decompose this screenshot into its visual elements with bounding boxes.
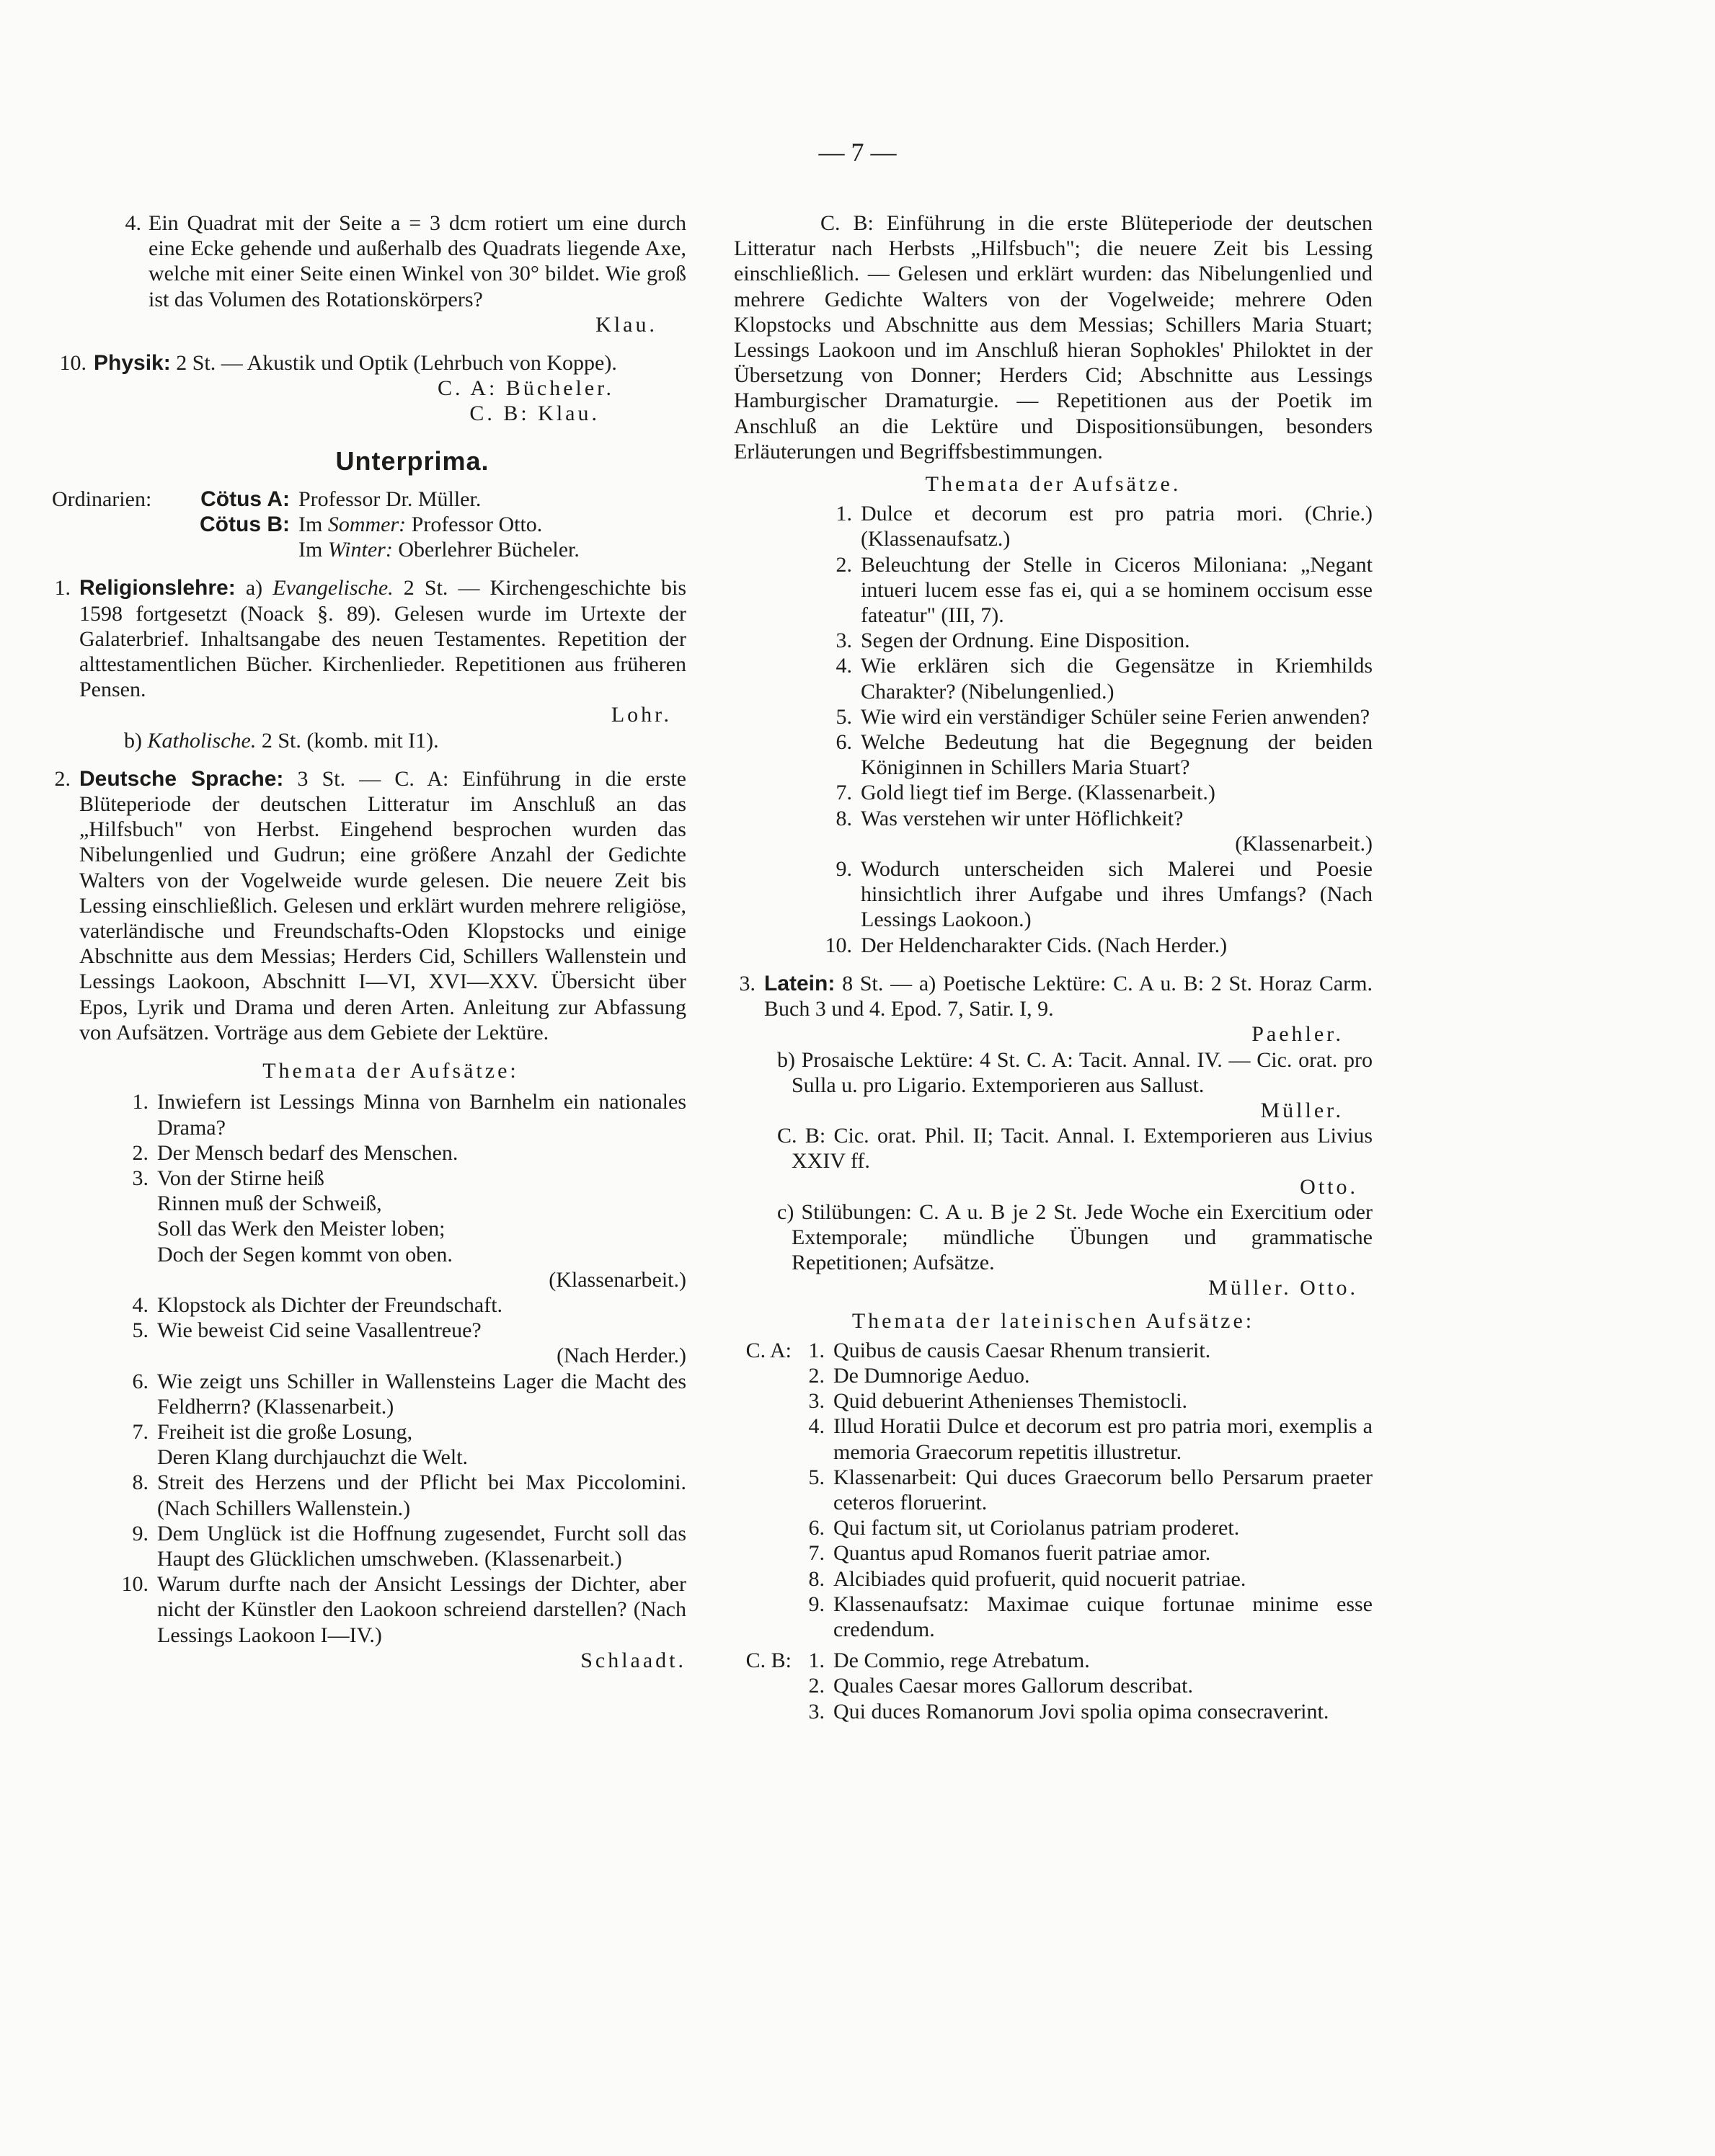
item-number: 2.	[808, 1363, 825, 1388]
item-line: Wie beweist Cid seine Vasallentreue?	[157, 1318, 482, 1343]
item-text: Was verstehen wir unter Höflichkeit?	[861, 806, 1184, 830]
item-text: Quales Caesar mores Gallorum describat.	[833, 1674, 1193, 1698]
list-item	[117, 1089, 686, 1140]
teacher-name: Müller. Otto.	[1208, 1276, 1358, 1300]
cb-list	[803, 1648, 1373, 1724]
physik-section	[52, 350, 686, 376]
text: a)	[245, 576, 263, 600]
text: Im	[298, 538, 323, 562]
teacher-name: Klau.	[595, 312, 657, 337]
item-number: 6.	[836, 730, 852, 755]
latein-b: b) Prosaische Lektüre: 4 St. C. A: Tacit. Annal. IV. — Cic. orat. pro Sulla u. pro Ligario. Extemporieren aus Sallust.	[777, 1047, 1373, 1097]
item-number: 1.	[808, 1338, 825, 1362]
item-line: Streit des Herzens und der Pflicht bei Max Piccolomini. (Nach Schillers Wallenstein.)	[157, 1470, 686, 1520]
item-number: 8.	[808, 1566, 825, 1591]
item-number: 7.	[808, 1541, 825, 1566]
teacher-cb: C. B: Klau.	[469, 402, 600, 426]
list-item	[803, 1566, 1373, 1592]
item-number: 1.	[808, 1649, 825, 1673]
list-item	[803, 1540, 1373, 1566]
list-item	[820, 501, 1373, 551]
list-item	[820, 856, 1373, 933]
latein-section	[734, 971, 1373, 1021]
item-text: Welche Bedeutung hat die Begegnung der beiden Königinnen in Schillers Maria Stuart?	[861, 730, 1373, 780]
list-item	[803, 1388, 1373, 1414]
item-line: Deren Klang durchjauchzt die Welt.	[157, 1445, 469, 1470]
cotus-a-label: Cötus A:	[200, 487, 290, 511]
latein-b2: C. B: Cic. orat. Phil. II; Tacit. Annal. I. Extemporieren aus Livius XXIV ff.	[777, 1124, 1373, 1174]
religion-b	[52, 728, 686, 753]
page-number: — 7 —	[818, 138, 897, 167]
cotus-b-label: Cötus B:	[200, 513, 290, 537]
text: Evangelische.	[272, 576, 394, 600]
cb-label: C. B:	[745, 1649, 792, 1673]
item-note: (Klassenarbeit.)	[549, 1267, 686, 1292]
section-number: 3.	[739, 971, 755, 995]
section-text: 8 St. — a) Poetische Lektüre: C. A u. B: 2 St. Horaz Carm. Buch 3 und 4. Epod. 7, Satir. I, 9.	[764, 971, 1373, 1021]
item-number: 8.	[836, 806, 852, 830]
item-text: De Dumnorige Aeduo.	[833, 1363, 1030, 1388]
item-line: Von der Stirne heiß	[157, 1166, 324, 1190]
section-title: Latein:	[764, 971, 836, 995]
problem-text: Ein Quadrat mit der Seite a = 3 dcm rotiert um eine durch eine Ecke gehende und außerhalb des Quadrats liegende Axe, welche mit einer Seite einen Winkel von 30° bildet. Wie groß ist das Volumen des Rotationskörpers?	[149, 211, 686, 311]
list-item	[803, 1648, 1373, 1673]
section-text: 3 St. — C. A: Einführung in die erste Blüteperiode der deutschen Litteratur im Anschluß an das „Hilfsbuch" von Herbst. Eingehend besprochen wurden das Nibelungenlied und Gudrun; eine größere Anzahl der Gedichte Walters von der Vogelweide wurde gelesen. Die neuere Zeit bis Lessing einschließlich. Gelesen und erklärt wurden mehrere religiöse, vaterländische und Freundschafts-Oden Klopstocks und einige Abschnitte aus dem Messias; Herders Cid, Schillers Wallenstein und Lessings Laokoon, Abschnitt I—VI, XVI—XXV. Übersicht über Epos, Lyrik und Drama und deren Arten. Anleitung zur Abfassung von Aufsätzen. Vorträge aus dem Gebiete der Lektüre.	[79, 766, 686, 1044]
section-text: 2 St. — Kirchengeschichte bis 1598 fortgesetzt (Noack §. 89). Gelesen wurde im Urtexte der Galaterbrief. Inhaltsangabe des neuen Testamentes. Repetition der alttestamentlichen Bücher. Kirchenlieder. Repetitionen aus früheren Pensen.	[79, 576, 686, 702]
item-number: 9.	[132, 1521, 149, 1545]
item-text: Qui duces Romanorum Jovi spolia opima consecraverint.	[833, 1699, 1329, 1724]
ordinarien-label: Ordinarien:	[52, 487, 152, 511]
item-number: 1.	[836, 502, 852, 526]
ca-themata	[734, 1338, 1373, 1642]
list-item	[803, 1515, 1373, 1540]
teacher-name: Müller.	[1260, 1098, 1344, 1122]
list-item	[117, 1369, 686, 1419]
item-number: 10.	[121, 1572, 149, 1597]
list-item	[117, 1318, 686, 1368]
item-number: 2.	[132, 1140, 149, 1165]
item-text: Wie erklären sich die Gegensätze in Kriemhilds Charakter? (Nibelungenlied.)	[861, 654, 1373, 704]
list-item	[117, 1521, 686, 1571]
item-number: 4.	[132, 1292, 149, 1317]
latein-c: c) Stilübungen: C. A u. B je 2 St. Jede Woche ein Exercitium oder Extemporale; mündliche Übungen und grammatische Repetitionen; Aufsätze.	[777, 1199, 1373, 1275]
section-title: Physik:	[94, 351, 171, 376]
section-number: 10.	[59, 351, 87, 376]
item-number: 7.	[836, 781, 852, 805]
item-text: Klassenarbeit: Qui duces Graecorum bello Persarum praeter ceteros floruerint.	[833, 1465, 1373, 1514]
item-number: 9.	[808, 1592, 825, 1616]
text: Winter:	[327, 538, 393, 562]
item-text: Beleuchtung der Stelle in Ciceros Miloniana: „Negant intueri lucem esse fas ei, qui a se hominem occisum esse fateatur" (III, 7).	[861, 552, 1373, 628]
item-text: Quid debuerint Athenienses Themistocli.	[833, 1389, 1188, 1414]
item-number: 4.	[808, 1414, 825, 1439]
right-column	[734, 210, 1373, 1724]
left-column	[52, 210, 686, 1673]
item-line: Klopstock als Dichter der Freundschaft.	[157, 1292, 503, 1317]
teacher-ca: C. A: Bücheler.	[438, 376, 614, 401]
list-item	[820, 552, 1373, 629]
themata-title: Themata der Aufsätze.	[925, 472, 1182, 497]
item-text: Wie wird ein verständiger Schüler seine Ferien anwenden?	[861, 704, 1370, 729]
section-text: 2 St. — Akustik und Optik (Lehrbuch von Koppe).	[176, 351, 617, 376]
list-item	[117, 1166, 686, 1292]
list-item	[117, 1419, 686, 1470]
item-text: Gold liegt tief im Berge. (Klassenarbeit.)	[861, 781, 1215, 805]
item-text: De Commio, rege Atrebatum.	[833, 1649, 1090, 1673]
themata-list	[52, 1089, 686, 1673]
list-item	[820, 780, 1373, 805]
item-number: 7.	[132, 1419, 149, 1444]
item-line: Inwiefern ist Lessings Minna von Barnhelm ein nationales Drama?	[157, 1090, 686, 1140]
item-text: Wodurch unterscheiden sich Malerei und Poesie hinsichtlich ihrer Aufgabe und ihres Umfangs? (Nach Lessings Laokoon.)	[861, 857, 1373, 932]
text: b)	[124, 728, 142, 753]
list-item	[803, 1338, 1373, 1363]
item-line: Soll das Werk den Meister loben;	[157, 1217, 446, 1241]
item-text: Segen der Ordnung. Eine Disposition.	[861, 629, 1190, 653]
math-problem-4	[52, 210, 686, 312]
item-note: (Nach Herder.)	[557, 1344, 686, 1368]
item-number: 6.	[808, 1516, 825, 1540]
cb-text: C. B: Einführung in die erste Blüteperiode der deutschen Litteratur nach Herbsts „Hilfsbuch"; die neuere Zeit bis Lessing einschließlich. — Gelesen und erklärt wurden: das Nibelungenlied und mehrere Gedichte Walters von der Vogelweide; mehrere Oden Klopstocks und Abschnitte aus dem Messias; Schillers Maria Stuart; Lessings Laokoon und im Anschluß hieran Sophokles' Philoktet in der Übersetzung von Donner; Herders Cid; Abschnitte aus Lessings Hamburgischer Dramaturgie. — Repetitionen aus der Poetik im Anschluß an die Lektüre und Dispositionsübungen, besonders Erläuterungen und Begriffsbestimmungen.	[734, 211, 1373, 463]
list-item	[803, 1673, 1373, 1698]
ca-label: C. A:	[745, 1338, 792, 1362]
list-item	[820, 933, 1373, 958]
text: Katholische.	[147, 728, 257, 753]
item-number: 2.	[836, 552, 852, 577]
list-item	[820, 628, 1373, 653]
item-number: 9.	[836, 857, 852, 882]
item-number: 2.	[808, 1674, 825, 1698]
item-text: Klassenaufsatz: Maximae cuique fortunae minime esse credendum.	[833, 1592, 1373, 1641]
cb-themata	[734, 1648, 1373, 1724]
ca-list	[803, 1338, 1373, 1642]
item-line: Freiheit ist die große Losung,	[157, 1419, 413, 1444]
list-item	[803, 1414, 1373, 1464]
item-number: 5.	[132, 1318, 149, 1343]
text: Sommer:	[327, 513, 407, 537]
list-item	[803, 1699, 1373, 1724]
item-number: 6.	[132, 1369, 149, 1393]
text: Oberlehrer Bücheler.	[398, 538, 580, 562]
themata-title: Themata der Aufsätze:	[262, 1059, 519, 1083]
item-text: Alcibiades quid profuerit, quid nocuerit patriae.	[833, 1566, 1246, 1591]
item-number: 5.	[836, 704, 852, 729]
list-item	[117, 1470, 686, 1520]
item-text: Quantus apud Romanos fuerit patriae amor.	[833, 1541, 1211, 1566]
item-number: 1.	[132, 1090, 149, 1114]
list-item	[803, 1363, 1373, 1388]
list-item	[820, 729, 1373, 780]
item-line: Doch der Segen kommt von oben.	[157, 1242, 453, 1266]
section-number: 2.	[54, 766, 71, 791]
item-line: Rinnen muß der Schweiß,	[157, 1192, 382, 1216]
item-number: 10.	[825, 933, 852, 957]
deutsch-section	[52, 766, 686, 1045]
item-text: Illud Horatii Dulce et decorum est pro patria mori, exemplis a memoria Graecorum repetitis illustretur.	[833, 1414, 1373, 1464]
text: 2 St. (komb. mit I1).	[261, 728, 439, 753]
list-item	[117, 1292, 686, 1318]
section-number: 1.	[54, 576, 71, 600]
item-text: Dulce et decorum est pro patria mori. (Chrie.) (Klassenaufsatz.)	[861, 502, 1373, 551]
item-line: Wie zeigt uns Schiller in Wallensteins Lager die Macht des Feldherrn? (Klassenarbeit.)	[157, 1369, 686, 1419]
religion-section	[52, 575, 686, 702]
item-line: Der Mensch bedarf des Menschen.	[157, 1140, 458, 1165]
item-text: Qui factum sit, ut Coriolanus patriam proderet.	[833, 1516, 1240, 1540]
cotus-a-text: Professor Dr. Müller.	[298, 487, 482, 511]
list-item	[803, 1592, 1373, 1642]
item-number: 4.	[836, 654, 852, 678]
list-item	[117, 1140, 686, 1166]
page-heading: Unterprima.	[335, 445, 489, 476]
item-number: 3.	[132, 1166, 149, 1190]
ordinarien	[52, 487, 686, 563]
teacher-name: Paehler.	[1251, 1022, 1344, 1047]
item-number: 3.	[808, 1699, 825, 1724]
list-item	[117, 1571, 686, 1673]
list-item	[820, 704, 1373, 729]
item-number: 3.	[836, 629, 852, 653]
item-note: Schlaadt.	[580, 1648, 686, 1672]
item-text: Der Heldencharakter Cids. (Nach Herder.)	[861, 933, 1228, 957]
teacher-name: Otto.	[1300, 1174, 1358, 1199]
section-title: Deutsche Sprache:	[79, 766, 284, 791]
list-item	[803, 1465, 1373, 1515]
item-number: 5.	[808, 1465, 825, 1489]
item-number: 8.	[132, 1470, 149, 1495]
list-item	[820, 653, 1373, 704]
themata-list	[734, 501, 1373, 958]
text: Professor Otto.	[411, 513, 543, 537]
teacher-name: Lohr.	[611, 703, 672, 727]
item-number: 4.	[125, 211, 141, 235]
item-line: Warum durfte nach der Ansicht Lessings der Dichter, aber nicht der Künstler den Laokoon schreiend darstellen? (Nach Lessings Laokoon I—IV.)	[157, 1572, 686, 1647]
item-text: Quibus de causis Caesar Rhenum transierit.	[833, 1338, 1211, 1362]
section-title: Religionslehre:	[79, 576, 236, 600]
item-line: Dem Unglück ist die Hoffnung zugesendet, Furcht soll das Haupt des Glücklichen umschweben. (Klassenarbeit.)	[157, 1521, 686, 1571]
lat-themata-title: Themata der lateinischen Aufsätze:	[851, 1308, 1255, 1333]
item-note: (Klassenarbeit.)	[1235, 831, 1373, 856]
item-number: 3.	[808, 1389, 825, 1414]
text: Im	[298, 513, 323, 537]
list-item	[820, 806, 1373, 856]
